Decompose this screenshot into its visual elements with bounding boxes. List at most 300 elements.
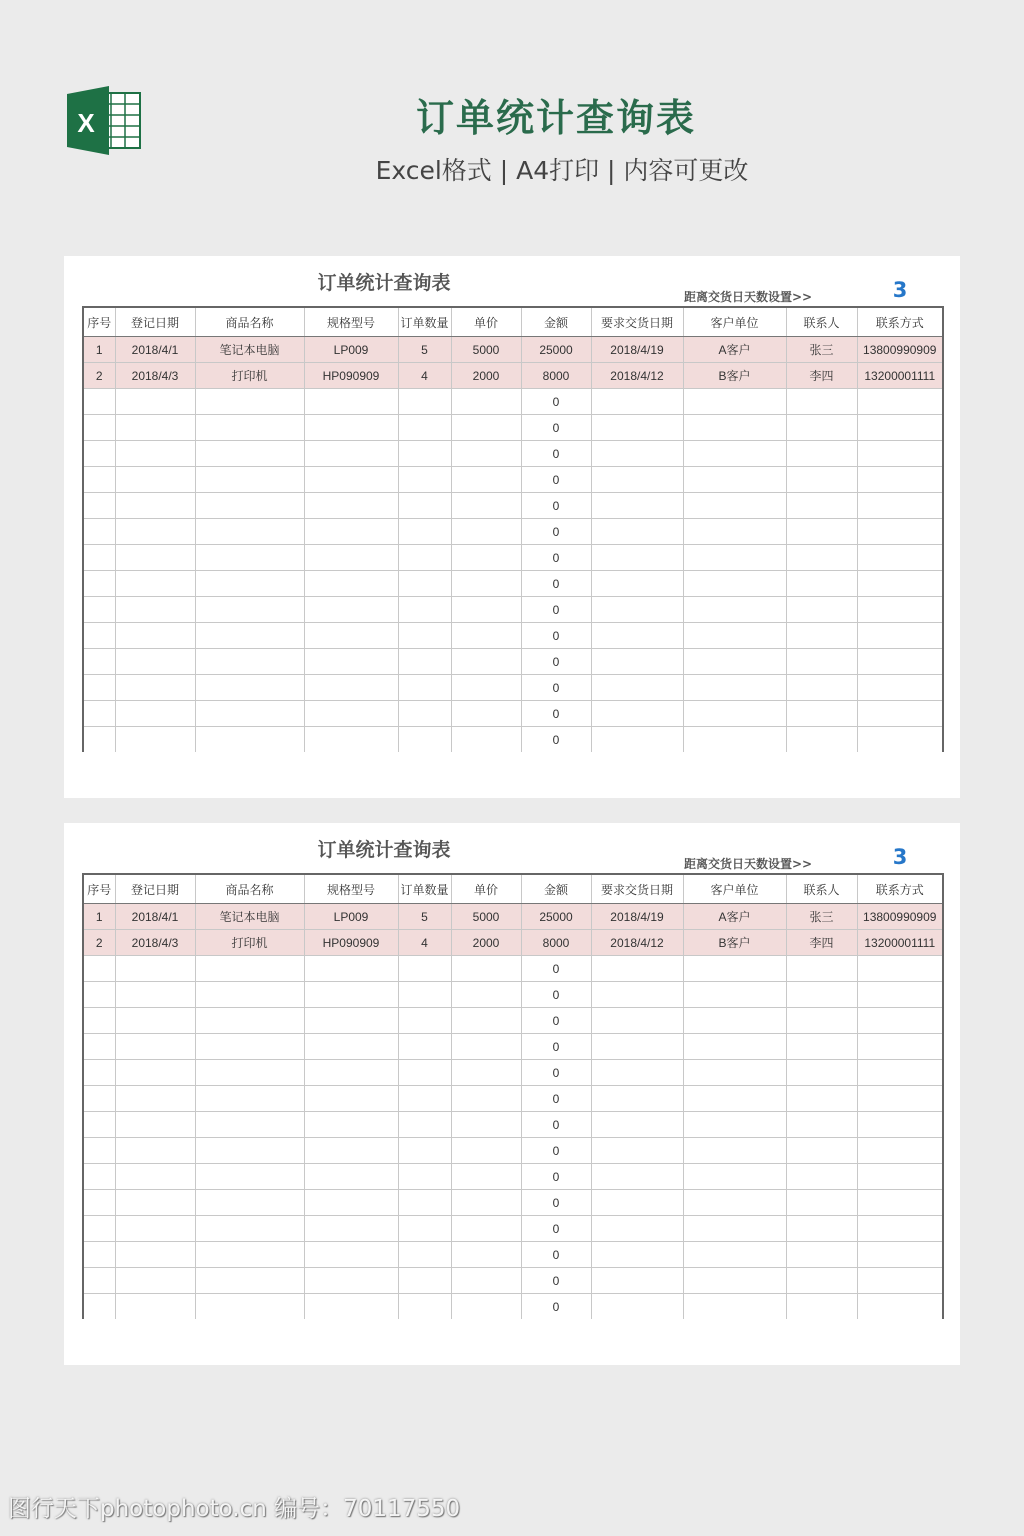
- table-cell[interactable]: [195, 701, 304, 727]
- table-cell[interactable]: [857, 1008, 943, 1034]
- table-cell[interactable]: [83, 1268, 115, 1294]
- table-cell[interactable]: [83, 727, 115, 753]
- table-cell[interactable]: [683, 701, 786, 727]
- table-cell[interactable]: HP090909: [304, 363, 398, 389]
- table-cell[interactable]: 0: [521, 1138, 591, 1164]
- table-cell[interactable]: [683, 597, 786, 623]
- table-cell[interactable]: [398, 441, 451, 467]
- table-cell[interactable]: [857, 1242, 943, 1268]
- table-cell[interactable]: [857, 675, 943, 701]
- table-cell[interactable]: [398, 675, 451, 701]
- table-cell[interactable]: [115, 701, 195, 727]
- table-cell[interactable]: [451, 597, 521, 623]
- table-cell[interactable]: [857, 956, 943, 982]
- table-cell[interactable]: [857, 441, 943, 467]
- table-cell[interactable]: [83, 1034, 115, 1060]
- table-cell[interactable]: [451, 727, 521, 753]
- table-cell[interactable]: [451, 1216, 521, 1242]
- table-cell[interactable]: [857, 1086, 943, 1112]
- table-cell[interactable]: [195, 1164, 304, 1190]
- table-cell[interactable]: [195, 389, 304, 415]
- table-cell[interactable]: [83, 597, 115, 623]
- table-cell[interactable]: [83, 519, 115, 545]
- table-cell[interactable]: 0: [521, 389, 591, 415]
- table-cell[interactable]: [115, 649, 195, 675]
- table-cell[interactable]: [451, 519, 521, 545]
- table-cell[interactable]: [786, 956, 857, 982]
- table-cell[interactable]: [591, 1190, 683, 1216]
- table-cell[interactable]: [683, 493, 786, 519]
- table-cell[interactable]: [786, 1294, 857, 1320]
- table-cell[interactable]: [786, 597, 857, 623]
- table-cell[interactable]: 0: [521, 701, 591, 727]
- table-cell[interactable]: [857, 1268, 943, 1294]
- table-cell[interactable]: [195, 519, 304, 545]
- table-cell[interactable]: [786, 649, 857, 675]
- table-cell[interactable]: 0: [521, 1268, 591, 1294]
- table-cell[interactable]: 0: [521, 493, 591, 519]
- table-cell[interactable]: [451, 415, 521, 441]
- table-cell[interactable]: [451, 1138, 521, 1164]
- table-cell[interactable]: [195, 1112, 304, 1138]
- table-cell[interactable]: [857, 1294, 943, 1320]
- table-cell[interactable]: [83, 493, 115, 519]
- table-cell[interactable]: [683, 675, 786, 701]
- table-cell[interactable]: 0: [521, 571, 591, 597]
- table-cell[interactable]: [195, 982, 304, 1008]
- table-cell[interactable]: [83, 1164, 115, 1190]
- table-cell[interactable]: [115, 1268, 195, 1294]
- table-cell[interactable]: [591, 467, 683, 493]
- table-cell[interactable]: [195, 1138, 304, 1164]
- table-cell[interactable]: [786, 571, 857, 597]
- table-cell[interactable]: 13800990909: [857, 337, 943, 363]
- days-setting-value[interactable]: 3: [892, 845, 908, 869]
- table-cell[interactable]: [786, 1112, 857, 1138]
- table-cell[interactable]: 5000: [451, 337, 521, 363]
- table-cell[interactable]: [857, 597, 943, 623]
- table-cell[interactable]: [115, 1034, 195, 1060]
- table-cell[interactable]: [398, 956, 451, 982]
- table-cell[interactable]: [115, 727, 195, 753]
- table-cell[interactable]: [451, 956, 521, 982]
- table-cell[interactable]: [398, 1216, 451, 1242]
- table-cell[interactable]: [195, 1034, 304, 1060]
- table-cell[interactable]: [786, 701, 857, 727]
- table-cell[interactable]: [451, 389, 521, 415]
- table-cell[interactable]: [83, 441, 115, 467]
- table-cell[interactable]: 0: [521, 1034, 591, 1060]
- table-cell[interactable]: [451, 1164, 521, 1190]
- table-cell[interactable]: [857, 1112, 943, 1138]
- table-cell[interactable]: [304, 467, 398, 493]
- table-cell[interactable]: [398, 1242, 451, 1268]
- table-cell[interactable]: 打印机: [195, 363, 304, 389]
- table-cell[interactable]: [195, 1086, 304, 1112]
- table-cell[interactable]: [195, 441, 304, 467]
- table-cell[interactable]: [398, 1086, 451, 1112]
- table-cell[interactable]: [195, 1294, 304, 1320]
- table-cell[interactable]: [786, 415, 857, 441]
- table-cell[interactable]: [115, 1112, 195, 1138]
- table-cell[interactable]: [786, 1190, 857, 1216]
- table-cell[interactable]: [683, 467, 786, 493]
- table-cell[interactable]: [451, 493, 521, 519]
- table-cell[interactable]: [83, 545, 115, 571]
- table-cell[interactable]: [857, 1164, 943, 1190]
- table-cell[interactable]: [591, 1112, 683, 1138]
- table-cell[interactable]: [398, 727, 451, 753]
- table-cell[interactable]: [451, 467, 521, 493]
- table-cell[interactable]: [683, 389, 786, 415]
- table-cell[interactable]: [398, 1138, 451, 1164]
- table-cell[interactable]: [683, 982, 786, 1008]
- table-cell[interactable]: [451, 441, 521, 467]
- table-cell[interactable]: 0: [521, 597, 591, 623]
- table-cell[interactable]: [451, 623, 521, 649]
- table-cell[interactable]: 李四: [786, 930, 857, 956]
- table-cell[interactable]: [451, 1294, 521, 1320]
- days-setting-value[interactable]: 3: [892, 278, 908, 302]
- table-cell[interactable]: [304, 1112, 398, 1138]
- table-cell[interactable]: 0: [521, 675, 591, 701]
- table-cell[interactable]: 2018/4/19: [591, 904, 683, 930]
- table-cell[interactable]: 2018/4/19: [591, 337, 683, 363]
- table-cell[interactable]: [304, 571, 398, 597]
- table-cell[interactable]: B客户: [683, 363, 786, 389]
- table-cell[interactable]: [398, 415, 451, 441]
- table-cell[interactable]: 2018/4/3: [115, 363, 195, 389]
- table-cell[interactable]: [786, 1008, 857, 1034]
- table-cell[interactable]: [115, 1138, 195, 1164]
- table-cell[interactable]: 0: [521, 1190, 591, 1216]
- table-cell[interactable]: [451, 1242, 521, 1268]
- table-cell[interactable]: [451, 1034, 521, 1060]
- table-cell[interactable]: [304, 389, 398, 415]
- table-cell[interactable]: [683, 956, 786, 982]
- table-cell[interactable]: [115, 493, 195, 519]
- table-cell[interactable]: 0: [521, 441, 591, 467]
- table-cell[interactable]: 打印机: [195, 930, 304, 956]
- table-cell[interactable]: [857, 623, 943, 649]
- table-cell[interactable]: 1: [83, 904, 115, 930]
- table-cell[interactable]: [451, 571, 521, 597]
- table-cell[interactable]: [591, 675, 683, 701]
- table-cell[interactable]: [115, 441, 195, 467]
- table-cell[interactable]: [195, 597, 304, 623]
- table-cell[interactable]: [786, 493, 857, 519]
- table-cell[interactable]: [304, 956, 398, 982]
- table-cell[interactable]: [304, 519, 398, 545]
- table-cell[interactable]: [83, 1112, 115, 1138]
- table-cell[interactable]: [786, 1138, 857, 1164]
- table-cell[interactable]: [195, 467, 304, 493]
- table-cell[interactable]: [451, 982, 521, 1008]
- table-cell[interactable]: 5: [398, 337, 451, 363]
- table-cell[interactable]: [304, 1242, 398, 1268]
- table-cell[interactable]: [786, 519, 857, 545]
- table-cell[interactable]: [304, 1034, 398, 1060]
- table-cell[interactable]: 0: [521, 1008, 591, 1034]
- table-cell[interactable]: [591, 1216, 683, 1242]
- table-cell[interactable]: [83, 701, 115, 727]
- table-cell[interactable]: [83, 571, 115, 597]
- table-cell[interactable]: [683, 1268, 786, 1294]
- table-cell[interactable]: A客户: [683, 337, 786, 363]
- table-cell[interactable]: [857, 545, 943, 571]
- table-cell[interactable]: [304, 727, 398, 753]
- table-cell[interactable]: [115, 1242, 195, 1268]
- table-cell[interactable]: [115, 389, 195, 415]
- table-cell[interactable]: 李四: [786, 363, 857, 389]
- table-cell[interactable]: [591, 649, 683, 675]
- table-cell[interactable]: [304, 597, 398, 623]
- table-cell[interactable]: [304, 675, 398, 701]
- table-cell[interactable]: [451, 675, 521, 701]
- table-cell[interactable]: 张三: [786, 904, 857, 930]
- table-cell[interactable]: [591, 1268, 683, 1294]
- table-cell[interactable]: 25000: [521, 904, 591, 930]
- table-cell[interactable]: [591, 1008, 683, 1034]
- table-cell[interactable]: [398, 389, 451, 415]
- table-cell[interactable]: [591, 415, 683, 441]
- table-cell[interactable]: 张三: [786, 337, 857, 363]
- table-cell[interactable]: [83, 1086, 115, 1112]
- table-cell[interactable]: [451, 1060, 521, 1086]
- table-cell[interactable]: HP090909: [304, 930, 398, 956]
- table-cell[interactable]: 2000: [451, 363, 521, 389]
- table-cell[interactable]: [304, 493, 398, 519]
- table-cell[interactable]: [115, 467, 195, 493]
- table-cell[interactable]: [195, 649, 304, 675]
- table-cell[interactable]: [451, 1112, 521, 1138]
- table-cell[interactable]: 2018/4/12: [591, 363, 683, 389]
- table-cell[interactable]: [195, 1216, 304, 1242]
- table-cell[interactable]: [591, 727, 683, 753]
- table-cell[interactable]: [591, 956, 683, 982]
- table-cell[interactable]: LP009: [304, 904, 398, 930]
- table-cell[interactable]: [304, 1138, 398, 1164]
- table-cell[interactable]: [683, 1112, 786, 1138]
- table-cell[interactable]: [83, 389, 115, 415]
- table-cell[interactable]: 0: [521, 519, 591, 545]
- table-cell[interactable]: [857, 701, 943, 727]
- table-cell[interactable]: [83, 675, 115, 701]
- table-cell[interactable]: [451, 1008, 521, 1034]
- table-cell[interactable]: [591, 389, 683, 415]
- table-cell[interactable]: [591, 1060, 683, 1086]
- table-cell[interactable]: [591, 982, 683, 1008]
- table-cell[interactable]: [195, 623, 304, 649]
- table-cell[interactable]: [83, 982, 115, 1008]
- table-cell[interactable]: 1: [83, 337, 115, 363]
- table-cell[interactable]: 0: [521, 1242, 591, 1268]
- table-cell[interactable]: [115, 545, 195, 571]
- table-cell[interactable]: [83, 1060, 115, 1086]
- table-cell[interactable]: [591, 1086, 683, 1112]
- table-cell[interactable]: [857, 649, 943, 675]
- table-cell[interactable]: [304, 1164, 398, 1190]
- table-cell[interactable]: [115, 519, 195, 545]
- table-cell[interactable]: [857, 727, 943, 753]
- table-cell[interactable]: [195, 1008, 304, 1034]
- table-cell[interactable]: [683, 545, 786, 571]
- table-cell[interactable]: [591, 519, 683, 545]
- table-cell[interactable]: [857, 389, 943, 415]
- table-cell[interactable]: [398, 1034, 451, 1060]
- table-cell[interactable]: [304, 545, 398, 571]
- table-cell[interactable]: [786, 675, 857, 701]
- table-cell[interactable]: [83, 467, 115, 493]
- table-cell[interactable]: [451, 1268, 521, 1294]
- table-cell[interactable]: [591, 1034, 683, 1060]
- table-cell[interactable]: [115, 1216, 195, 1242]
- table-cell[interactable]: [857, 1138, 943, 1164]
- table-cell[interactable]: [398, 1190, 451, 1216]
- table-cell[interactable]: [786, 1086, 857, 1112]
- table-cell[interactable]: [683, 1294, 786, 1320]
- table-cell[interactable]: 5: [398, 904, 451, 930]
- table-cell[interactable]: [451, 545, 521, 571]
- table-cell[interactable]: [683, 1034, 786, 1060]
- table-cell[interactable]: [683, 649, 786, 675]
- table-cell[interactable]: [304, 982, 398, 1008]
- table-cell[interactable]: 13800990909: [857, 904, 943, 930]
- table-cell[interactable]: [398, 545, 451, 571]
- table-cell[interactable]: [591, 623, 683, 649]
- table-cell[interactable]: 笔记本电脑: [195, 337, 304, 363]
- table-cell[interactable]: 4: [398, 363, 451, 389]
- table-cell[interactable]: [115, 571, 195, 597]
- table-cell[interactable]: [857, 467, 943, 493]
- table-cell[interactable]: B客户: [683, 930, 786, 956]
- table-cell[interactable]: [195, 1268, 304, 1294]
- table-cell[interactable]: [683, 1008, 786, 1034]
- table-cell[interactable]: [857, 493, 943, 519]
- table-cell[interactable]: [591, 1294, 683, 1320]
- table-cell[interactable]: 8000: [521, 930, 591, 956]
- table-cell[interactable]: [683, 1086, 786, 1112]
- table-cell[interactable]: [195, 571, 304, 597]
- table-cell[interactable]: [786, 727, 857, 753]
- table-cell[interactable]: [786, 1216, 857, 1242]
- table-cell[interactable]: [115, 1190, 195, 1216]
- table-cell[interactable]: [786, 441, 857, 467]
- table-cell[interactable]: [195, 415, 304, 441]
- table-cell[interactable]: [115, 623, 195, 649]
- table-cell[interactable]: [195, 1190, 304, 1216]
- table-cell[interactable]: [857, 1034, 943, 1060]
- table-cell[interactable]: LP009: [304, 337, 398, 363]
- table-cell[interactable]: [115, 1060, 195, 1086]
- table-cell[interactable]: 25000: [521, 337, 591, 363]
- table-cell[interactable]: A客户: [683, 904, 786, 930]
- table-cell[interactable]: [857, 519, 943, 545]
- table-cell[interactable]: [304, 441, 398, 467]
- table-cell[interactable]: [857, 1190, 943, 1216]
- table-cell[interactable]: [398, 1008, 451, 1034]
- table-cell[interactable]: [304, 623, 398, 649]
- table-cell[interactable]: [83, 956, 115, 982]
- table-cell[interactable]: [304, 701, 398, 727]
- table-cell[interactable]: [591, 571, 683, 597]
- table-cell[interactable]: 0: [521, 649, 591, 675]
- table-cell[interactable]: [786, 1164, 857, 1190]
- table-cell[interactable]: [304, 1294, 398, 1320]
- table-cell[interactable]: [591, 1138, 683, 1164]
- table-cell[interactable]: 2018/4/3: [115, 930, 195, 956]
- table-cell[interactable]: [195, 1060, 304, 1086]
- table-cell[interactable]: 2: [83, 363, 115, 389]
- table-cell[interactable]: 8000: [521, 363, 591, 389]
- table-cell[interactable]: 2000: [451, 930, 521, 956]
- table-cell[interactable]: 0: [521, 415, 591, 441]
- table-cell[interactable]: [398, 467, 451, 493]
- table-cell[interactable]: [115, 597, 195, 623]
- table-cell[interactable]: [398, 1294, 451, 1320]
- table-cell[interactable]: [115, 1008, 195, 1034]
- table-cell[interactable]: [115, 415, 195, 441]
- table-cell[interactable]: [683, 1190, 786, 1216]
- table-cell[interactable]: [304, 1008, 398, 1034]
- table-cell[interactable]: [398, 982, 451, 1008]
- table-cell[interactable]: [591, 441, 683, 467]
- table-cell[interactable]: [398, 701, 451, 727]
- table-cell[interactable]: 0: [521, 1112, 591, 1138]
- table-cell[interactable]: [451, 649, 521, 675]
- table-cell[interactable]: [195, 675, 304, 701]
- table-cell[interactable]: [857, 571, 943, 597]
- table-cell[interactable]: [304, 415, 398, 441]
- table-cell[interactable]: [786, 389, 857, 415]
- table-cell[interactable]: [398, 1060, 451, 1086]
- table-cell[interactable]: [304, 1190, 398, 1216]
- table-cell[interactable]: [683, 571, 786, 597]
- table-cell[interactable]: [857, 1216, 943, 1242]
- table-cell[interactable]: [451, 701, 521, 727]
- table-cell[interactable]: [83, 1008, 115, 1034]
- table-cell[interactable]: [786, 1242, 857, 1268]
- table-cell[interactable]: [786, 467, 857, 493]
- table-cell[interactable]: [304, 649, 398, 675]
- table-cell[interactable]: [591, 1242, 683, 1268]
- table-cell[interactable]: [398, 1268, 451, 1294]
- table-cell[interactable]: [857, 982, 943, 1008]
- table-cell[interactable]: [591, 493, 683, 519]
- table-cell[interactable]: [115, 956, 195, 982]
- table-cell[interactable]: [786, 623, 857, 649]
- table-cell[interactable]: [683, 1216, 786, 1242]
- table-cell[interactable]: [398, 493, 451, 519]
- table-cell[interactable]: [398, 1112, 451, 1138]
- table-cell[interactable]: [195, 1242, 304, 1268]
- table-cell[interactable]: [786, 982, 857, 1008]
- table-cell[interactable]: [857, 415, 943, 441]
- table-cell[interactable]: 13200001111: [857, 930, 943, 956]
- table-cell[interactable]: [398, 1164, 451, 1190]
- table-cell[interactable]: 2018/4/1: [115, 337, 195, 363]
- table-cell[interactable]: [115, 1164, 195, 1190]
- table-cell[interactable]: [683, 727, 786, 753]
- table-cell[interactable]: [195, 727, 304, 753]
- table-cell[interactable]: 0: [521, 1086, 591, 1112]
- table-cell[interactable]: 0: [521, 545, 591, 571]
- table-cell[interactable]: 0: [521, 727, 591, 753]
- table-cell[interactable]: [398, 649, 451, 675]
- table-cell[interactable]: 5000: [451, 904, 521, 930]
- table-cell[interactable]: [304, 1268, 398, 1294]
- table-cell[interactable]: 4: [398, 930, 451, 956]
